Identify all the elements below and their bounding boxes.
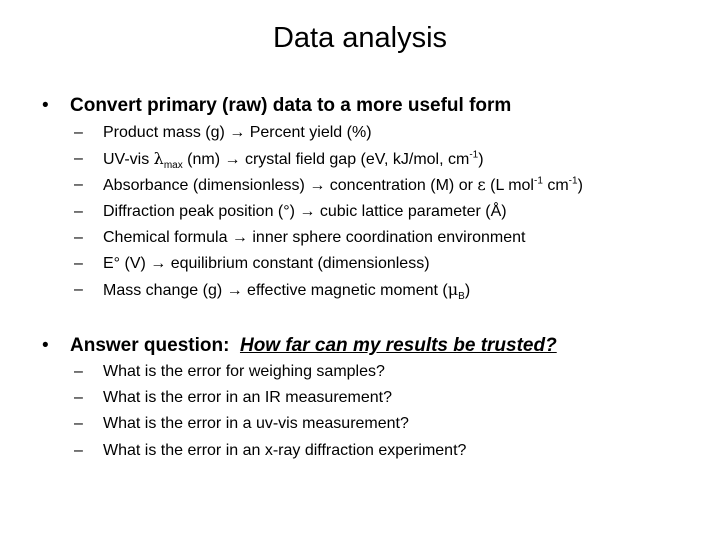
dash-marker: – xyxy=(74,202,83,220)
list-item xyxy=(74,385,714,411)
slide-title: Data analysis xyxy=(272,22,448,54)
list-item xyxy=(74,251,714,277)
dash-marker: – xyxy=(74,254,83,272)
item-text: E° (V) → equilibrium constant (dimensionless) xyxy=(103,254,430,272)
list-item xyxy=(74,411,714,437)
dash-marker: – xyxy=(74,124,83,141)
dash-marker: – xyxy=(74,441,83,459)
mu-symbol: μ xyxy=(447,280,459,300)
key-question: How far can my results be trusted? xyxy=(239,335,557,356)
list-item xyxy=(74,172,714,198)
item-text: What is the error in an IR measurement? xyxy=(103,389,393,407)
list-item xyxy=(74,120,714,146)
list-item xyxy=(74,146,714,172)
bullet-text: Convert primary (raw) data to a more useful form xyxy=(70,95,512,116)
list-item xyxy=(74,225,714,251)
item-text: What is the error in an x-ray diffraction experiment? xyxy=(103,441,467,459)
dash-marker: – xyxy=(74,281,83,299)
dash-marker: – xyxy=(74,363,83,380)
item-text: What is the error in a uv-vis measurement? xyxy=(103,415,409,433)
error-question-list xyxy=(74,359,714,464)
dash-marker: – xyxy=(74,150,83,168)
dash-marker: – xyxy=(74,176,83,194)
item-text: Chemical formula → inner sphere coordination environment xyxy=(103,228,526,246)
dash-marker: – xyxy=(74,228,83,246)
bullet-text: Answer question: How far can my results be trusted? xyxy=(70,335,557,356)
list-item xyxy=(74,438,714,464)
list-item xyxy=(74,277,714,303)
conversion-list xyxy=(74,120,714,303)
bullet-marker: • xyxy=(42,335,49,356)
item-text: Diffraction peak position (°) → cubic lattice parameter (Å) xyxy=(103,202,507,220)
item-text: Mass change (g) → effective magnetic moment $(\mu_B)$ xyxy=(103,280,471,303)
epsilon-symbol: ε xyxy=(477,175,486,195)
lambda-symbol: λ xyxy=(153,149,164,169)
item-text: Product mass (g) → Percent yield (%) xyxy=(103,124,372,141)
dash-marker: – xyxy=(74,415,83,433)
item-text: What is the error for weighing samples? xyxy=(103,363,385,380)
list-item xyxy=(74,359,714,385)
list-item xyxy=(74,199,714,225)
item-text: Absorbance (dimensionless) → concentration (M) or ε (L mol$^{-1}$ $cm^{-1}$) xyxy=(103,175,583,195)
dash-marker: – xyxy=(74,389,83,407)
bullet-marker: • xyxy=(42,95,49,116)
item-text: UV-vis $\lambda_{max}$ (nm) → crystal field gap (eV, kJ/mol, $cm^{-1}$) xyxy=(103,149,484,172)
